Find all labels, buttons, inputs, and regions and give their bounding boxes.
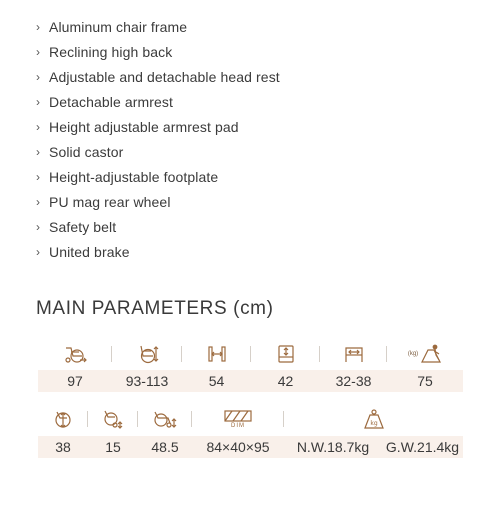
section-title: MAIN PARAMETERS (cm) bbox=[36, 298, 274, 319]
footrest-icon bbox=[138, 408, 192, 430]
parameter-value: 75 bbox=[417, 373, 433, 389]
dim-label: DIM bbox=[231, 422, 245, 429]
parameter-value: N.W.18.7kg bbox=[296, 439, 370, 455]
seat-depth-icon bbox=[182, 343, 251, 365]
parameter-value: 84×40×95 bbox=[206, 439, 270, 455]
feature-list bbox=[36, 14, 280, 265]
max-load-icon: (kg) bbox=[387, 343, 463, 365]
weight-icon bbox=[284, 408, 463, 430]
svg-text:kg: kg bbox=[369, 420, 378, 427]
parameter-value: 54 bbox=[208, 373, 225, 389]
chevron-right-icon: › bbox=[36, 220, 41, 235]
parameter-icon-row-2 bbox=[38, 408, 463, 430]
feature-item: › Adjustable and detachable head rest bbox=[36, 68, 280, 85]
parameter-value: G.W.21.4kg bbox=[385, 439, 460, 455]
feature-item: › Height-adjustable footplate bbox=[36, 169, 219, 186]
backrest-height-icon bbox=[251, 343, 320, 365]
chevron-right-icon: › bbox=[36, 195, 41, 210]
parameter-value: 48.5 bbox=[151, 439, 179, 455]
feature-item: › Height adjustable armrest pad bbox=[36, 118, 239, 135]
front-castor-icon bbox=[88, 408, 138, 430]
parameter-value: 38 bbox=[55, 439, 71, 455]
chevron-right-icon: › bbox=[36, 245, 41, 260]
rear-wheel-icon bbox=[38, 408, 88, 430]
feature-item: › Solid castor bbox=[36, 144, 124, 161]
armrest-width-icon bbox=[320, 343, 387, 365]
feature-item: › Detachable armrest bbox=[36, 93, 173, 110]
seat-height-icon bbox=[112, 343, 182, 365]
chevron-right-icon: › bbox=[36, 19, 41, 34]
parameter-value-row-2 bbox=[38, 436, 463, 458]
chevron-right-icon: › bbox=[36, 119, 41, 134]
feature-item: › Safety belt bbox=[36, 219, 117, 236]
parameter-value: 15 bbox=[105, 439, 121, 455]
chevron-right-icon: › bbox=[36, 145, 41, 160]
parameter-value: 42 bbox=[277, 373, 294, 389]
feature-item: › United brake bbox=[36, 244, 130, 261]
parameter-value: 32-38 bbox=[335, 373, 372, 389]
dimension-box-icon bbox=[192, 408, 284, 430]
feature-item: › PU mag rear wheel bbox=[36, 194, 171, 211]
chevron-right-icon: › bbox=[36, 170, 41, 185]
feature-item: › Reclining high back bbox=[36, 43, 173, 60]
chevron-right-icon: › bbox=[36, 94, 41, 109]
parameter-icon-row-1 bbox=[38, 343, 463, 365]
chevron-right-icon: › bbox=[36, 44, 41, 59]
parameter-value: 93-113 bbox=[125, 373, 169, 389]
chevron-right-icon: › bbox=[36, 69, 41, 84]
seat-width-icon bbox=[38, 343, 112, 365]
parameter-value-row-1 bbox=[38, 370, 463, 392]
parameter-value: 97 bbox=[67, 373, 83, 389]
feature-item: › Aluminum chair frame bbox=[36, 18, 188, 35]
